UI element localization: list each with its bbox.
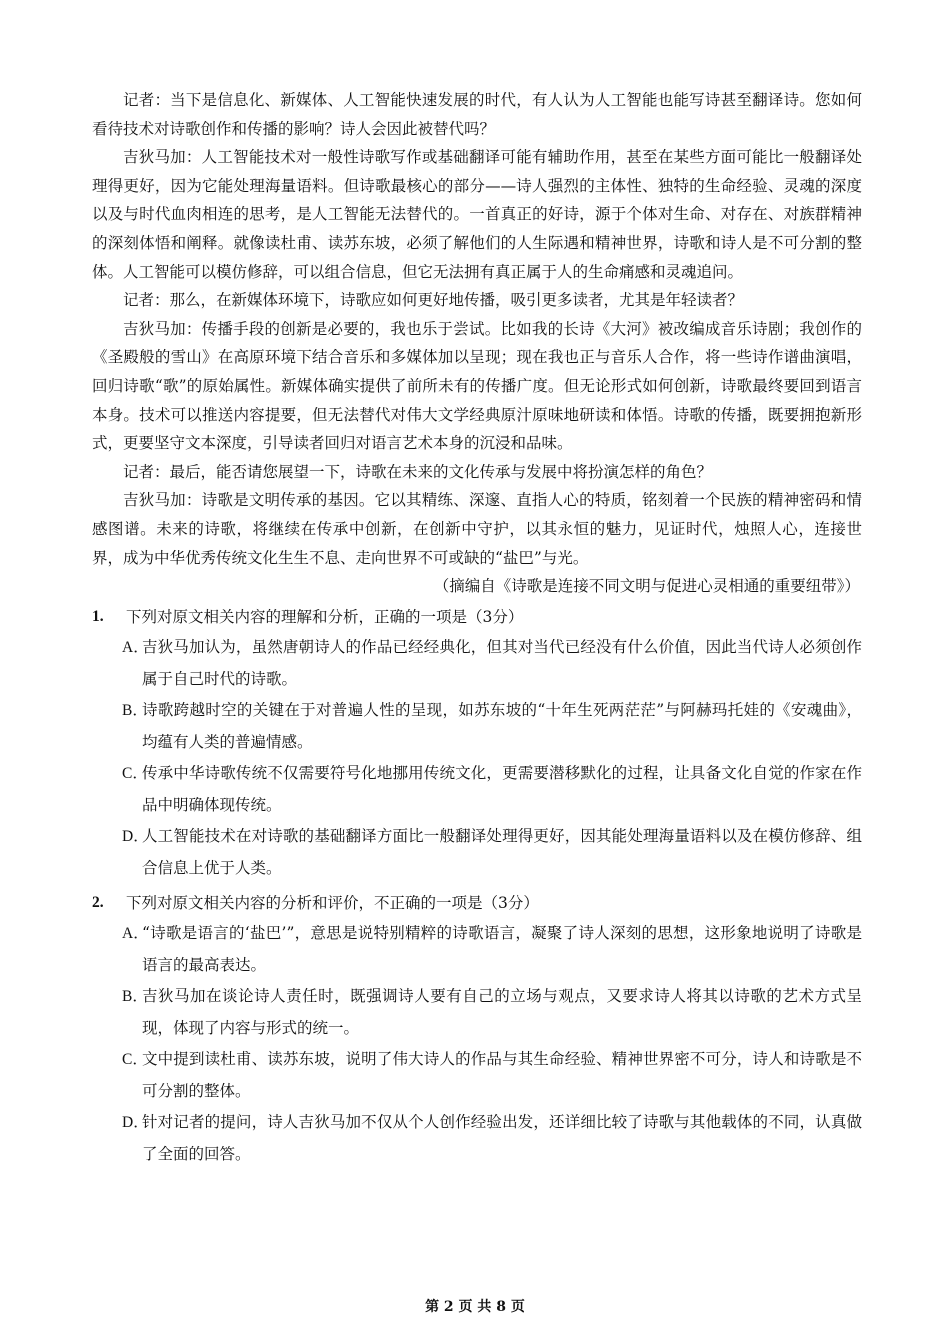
option-letter: A． bbox=[122, 925, 149, 943]
option-c bbox=[122, 758, 862, 821]
option-letter: C． bbox=[122, 765, 148, 783]
option-letter: B． bbox=[122, 988, 148, 1006]
exam-page bbox=[92, 86, 862, 1170]
option-text: 针对记者的提问，诗人吉狄马加不仅从个人创作经验出发，还详细比较了诗歌与其他载体的不同，认真做了全面的回答。 bbox=[142, 1113, 862, 1163]
question-number: 2. bbox=[92, 894, 104, 912]
question-number: 1. bbox=[92, 608, 104, 626]
option-letter: B． bbox=[122, 702, 148, 720]
article-paragraph: 记者：那么，在新媒体环境下，诗歌应如何更好地传播，吸引更多读者，尤其是年轻读者？ bbox=[123, 291, 744, 310]
option-letter: A． bbox=[122, 639, 149, 657]
article bbox=[92, 86, 862, 600]
option-b bbox=[122, 981, 862, 1044]
article-paragraph: 记者：当下是信息化、新媒体、人工智能快速发展的时代，有人认为人工智能也能写诗甚至翻译诗。您如何看待技术对诗歌创作和传播的影响？诗人会因此被替代吗？ bbox=[92, 91, 862, 138]
option-text: 传承中华诗歌传统不仅需要符号化地挪用传统文化，更需要潜移默化的过程，让具备文化自觉的作家在作品中明确体现传统。 bbox=[142, 764, 862, 814]
question-text: 下列对原文相关内容的分析和评价，不正确的一项是（3分） bbox=[126, 894, 539, 913]
question-stem bbox=[92, 602, 862, 632]
article-paragraph: 吉狄马加：人工智能技术对一般性诗歌写作或基础翻译可能有辅助作用，甚至在某些方面可能比一般翻译处理得更好，因为它能处理海量语料。但诗歌最核心的部分——诗人强烈的主体性、独特的生命经验、灵魂的深度以及与时代血肉相连的思考，是人工智能无法替代的。一首真正的好诗，源于个体对生命、对存在、对族群精神的深刻体悟和阐释。就像读杜甫、读苏东坡，必须了解他们的人生际遇和精神世界，诗歌和诗人是不可分割的整体。人工智能可以模仿修辞，可以组合信息，但它无法拥有真正属于人的生命痛感和灵魂追问。 bbox=[92, 148, 862, 281]
option-text: 文中提到读杜甫、读苏东坡，说明了伟大诗人的作品与其生命经验、精神世界密不可分，诗人和诗歌是不可分割的整体。 bbox=[142, 1050, 862, 1100]
question-1 bbox=[92, 602, 862, 884]
option-text: 吉狄马加在谈论诗人责任时，既强调诗人要有自己的立场与观点，又要求诗人将其以诗歌的艺术方式呈现，体现了内容与形式的统一。 bbox=[142, 987, 862, 1037]
option-d bbox=[122, 821, 862, 884]
option-b bbox=[122, 695, 862, 758]
option-d bbox=[122, 1107, 862, 1170]
question-text: 下列对原文相关内容的理解和分析，正确的一项是（3分） bbox=[126, 608, 524, 627]
article-source: （摘编自《诗歌是连接不同文明与促进心灵相通的重要纽带》） bbox=[433, 577, 860, 596]
option-letter: C． bbox=[122, 1051, 148, 1069]
option-a bbox=[122, 918, 862, 981]
option-text: 吉狄马加认为，虽然唐朝诗人的作品已经经典化，但其对当代已经没有什么价值，因此当代诗人必须创作属于自己时代的诗歌。 bbox=[142, 638, 862, 688]
page-footer bbox=[0, 1296, 950, 1316]
question-stem bbox=[92, 888, 862, 918]
option-letter: D． bbox=[122, 1114, 149, 1132]
question-2 bbox=[92, 888, 862, 1170]
option-letter: D． bbox=[122, 828, 149, 846]
article-paragraph: 记者：最后，能否请您展望一下，诗歌在未来的文化传承与发展中将扮演怎样的角色？ bbox=[123, 462, 713, 481]
option-a bbox=[122, 632, 862, 695]
option-text: 人工智能技术在对诗歌的基础翻译方面比一般翻译处理得更好，因其能处理海量语料以及在模仿修辞、组合信息上优于人类。 bbox=[142, 827, 862, 877]
option-text: “诗歌是语言的‘盐巴’”，意思是说特别精粹的诗歌语言，凝聚了诗人深刻的思想，这形象地说明了诗歌是语言的最高表达。 bbox=[142, 924, 862, 974]
article-paragraph: 吉狄马加：诗歌是文明传承的基因。它以其精练、深邃、直指人心的特质，铭刻着一个民族的精神密码和情感图谱。未来的诗歌，将继续在传承中创新，在创新中守护，以其永恒的魅力，见证时代，烛照人心，连接世界，成为中华优秀传统文化生生不息、走向世界不可或缺的“盐巴”与光。 bbox=[92, 491, 862, 567]
option-c bbox=[122, 1044, 862, 1107]
option-text: 诗歌跨越时空的关键在于对普遍人性的呈现，如苏东坡的“十年生死两茫茫”与阿赫玛托娃的《安魂曲》，均蕴有人类的普遍情感。 bbox=[142, 701, 862, 751]
page-number: 第 2 页 共 8 页 bbox=[425, 1299, 525, 1315]
article-paragraph: 吉狄马加：传播手段的创新是必要的，我也乐于尝试。比如我的长诗《大河》被改编成音乐诗剧；我创作的《圣殿般的雪山》在高原环境下结合音乐和多媒体加以呈现；现在我也正与音乐人合作，将一些诗作谱曲演唱，回归诗歌“歌”的原始属性。新媒体确实提供了前所未有的传播广度。但无论形式如何创新，诗歌最终要回到语言本身。技术可以推送内容提要，但无法替代对伟大文学经典原汁原味地研读和体悟。诗歌的传播，既要拥抱新形式，更要坚守文本深度，引导读者回归对语言艺术本身的沉浸和品味。 bbox=[92, 319, 862, 453]
